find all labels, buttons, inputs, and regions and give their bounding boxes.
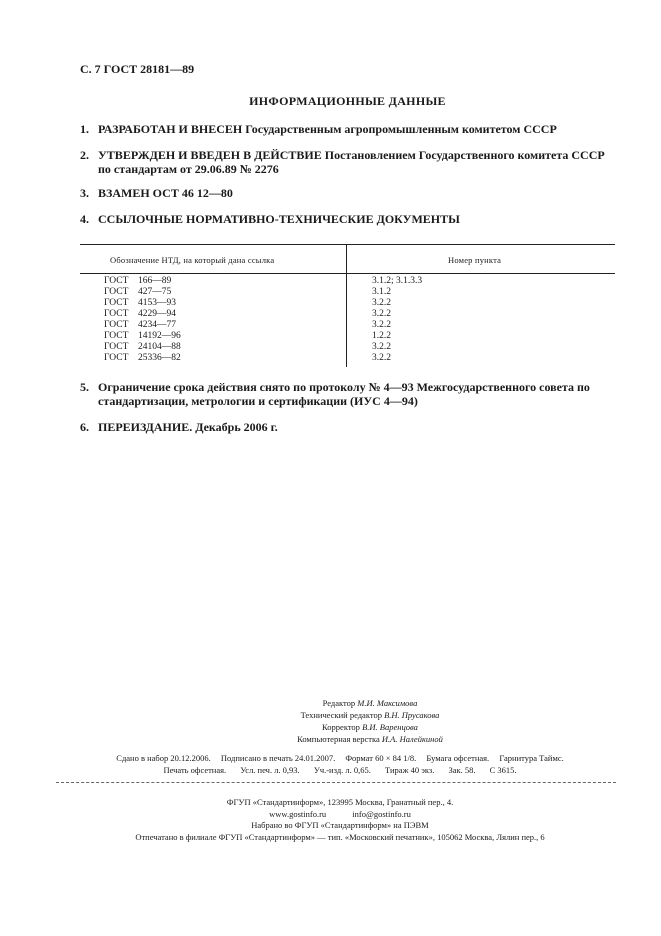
clause-number: 3.2.2: [372, 342, 391, 352]
table-top-rule: [80, 244, 615, 245]
print-details-line-2: [60, 764, 620, 776]
credit-person: В.Н. Прусакова: [384, 710, 440, 720]
clause-number: 3.1.2; 3.1.3.3: [372, 276, 423, 286]
doc-type: ГОСТ: [104, 309, 129, 319]
publisher-contacts: [60, 809, 620, 821]
doc-number: 24104—88: [138, 342, 181, 352]
item-text: РАЗРАБОТАН И ВНЕСЕН Государственным агропромышленным комитетом СССР: [98, 122, 557, 136]
item-text: ВЗАМЕН ОСТ 46 12—80: [98, 186, 233, 200]
print-details-line-1: [60, 752, 620, 764]
info-item-2: [80, 148, 615, 176]
item-text: УТВЕРЖДЕН И ВВЕДЕН В ДЕЙСТВИЕ Постановлением Государственного комитета СССР по стандартам от 29.06.89 № 2276: [98, 148, 605, 176]
editorial-credits: [220, 697, 520, 745]
doc-number: 4229—94: [138, 309, 176, 319]
publisher-address: ФГУП «Стандартинформ», 123995 Москва, Гранатный пер., 4.: [226, 797, 454, 807]
table-row: [80, 342, 615, 353]
credit-line: [220, 721, 520, 733]
table-row: [80, 331, 615, 342]
item-text: ССЫЛОЧНЫЕ НОРМАТИВНО-ТЕХНИЧЕСКИЕ ДОКУМЕНТЫ: [98, 212, 460, 226]
doc-type: ГОСТ: [104, 298, 129, 308]
item-number: 3.: [80, 186, 89, 200]
email-link[interactable]: info@gostinfo.ru: [352, 808, 411, 819]
table-header-rule: [80, 273, 615, 274]
table-row: [80, 309, 615, 320]
publisher-footer: [60, 797, 620, 843]
table-row: [80, 287, 615, 298]
clause-number: 1.2.2: [372, 331, 391, 341]
item-number: 6.: [80, 420, 89, 434]
item-text: Ограничение срока действия снято по протоколу № 4—93 Межгосударственного совета по стандартизации, метрологии и сертификации (ИУС 4—94): [98, 380, 590, 408]
table-header-document: Обозначение НТД, на который дана ссылка: [110, 255, 275, 265]
table-row: [80, 276, 615, 287]
clause-number: 3.2.2: [372, 298, 391, 308]
print-sheets: Усл. печ. л. 0,93.: [240, 765, 300, 775]
doc-number: 14192—96: [138, 331, 181, 341]
item-number: 4.: [80, 212, 89, 226]
doc-type: ГОСТ: [104, 320, 129, 330]
print-run: Тираж 40 экз.: [385, 765, 435, 775]
credit-person: И.А. Налейкиной: [381, 734, 443, 744]
doc-type: ГОСТ: [104, 342, 129, 352]
doc-type: ГОСТ: [104, 353, 129, 363]
item-text: ПЕРЕИЗДАНИЕ. Декабрь 2006 г.: [98, 420, 278, 434]
clause-number: 3.2.2: [372, 309, 391, 319]
typeface: Гарнитура Таймс.: [499, 753, 564, 763]
info-item-5: [80, 380, 615, 408]
credit-person: В.И. Варенцова: [362, 722, 418, 732]
page-header: С. 7 ГОСТ 28181—89: [80, 62, 195, 76]
website-link[interactable]: www.gostinfo.ru: [269, 808, 327, 819]
credit-role: Корректор: [322, 722, 360, 732]
doc-number: 427—75: [138, 287, 172, 297]
catalog-code: С 3615.: [489, 765, 517, 775]
section-title: ИНФОРМАЦИОННЫЕ ДАННЫЕ: [249, 94, 446, 108]
doc-type: ГОСТ: [104, 331, 129, 341]
info-item-1: [80, 122, 615, 136]
table-header-clause: Номер пункта: [448, 255, 502, 265]
credit-line: [220, 697, 520, 709]
clause-number: 3.2.2: [372, 320, 391, 330]
item-number: 5.: [80, 380, 89, 394]
doc-number: 4234—77: [138, 320, 176, 330]
credit-role: Технический редактор: [300, 710, 382, 720]
item-number: 1.: [80, 122, 89, 136]
credit-line: [220, 733, 520, 745]
doc-type: ГОСТ: [104, 276, 129, 286]
info-item-3: [80, 186, 615, 200]
dashed-divider: [56, 782, 616, 783]
table-row: [80, 353, 615, 364]
table-row: [80, 320, 615, 331]
info-item-4: [80, 212, 615, 226]
typeset-note: Набрано во ФГУП «Стандартинформ» на ПЭВМ: [251, 820, 429, 830]
credit-role: Редактор: [322, 698, 356, 708]
info-item-6: [80, 420, 615, 434]
typeset-date: Сдано в набор 20.12.2006.: [116, 753, 211, 763]
doc-number: 166—89: [138, 276, 172, 286]
credit-line: [220, 709, 520, 721]
print-details: [60, 752, 620, 776]
publisher-sheets: Уч.-изд. л. 0,65.: [313, 765, 371, 775]
item-number: 2.: [80, 148, 89, 162]
doc-number: 4153—93: [138, 298, 176, 308]
signed-date: Подписано в печать 24.01.2007.: [220, 753, 336, 763]
credit-person: М.И. Максимова: [357, 698, 418, 708]
doc-type: ГОСТ: [104, 287, 129, 297]
printed-note: Отпечатано в филиале ФГУП «Стандартинформ» — тип. «Московский печатник», 105062 Москва, Лялин пер., 6: [135, 831, 545, 842]
credit-role: Компьютерная верстка: [297, 734, 380, 744]
clause-number: 3.1.2: [372, 287, 391, 297]
order-number: Зак. 58.: [448, 765, 476, 775]
doc-number: 25336—82: [138, 353, 181, 363]
paper-type: Бумага офсетная.: [426, 753, 490, 763]
table-row: [80, 298, 615, 309]
print-method: Печать офсетная.: [163, 765, 227, 775]
clause-number: 3.2.2: [372, 353, 391, 363]
paper-format: Формат 60 × 84 1/8.: [345, 753, 417, 763]
